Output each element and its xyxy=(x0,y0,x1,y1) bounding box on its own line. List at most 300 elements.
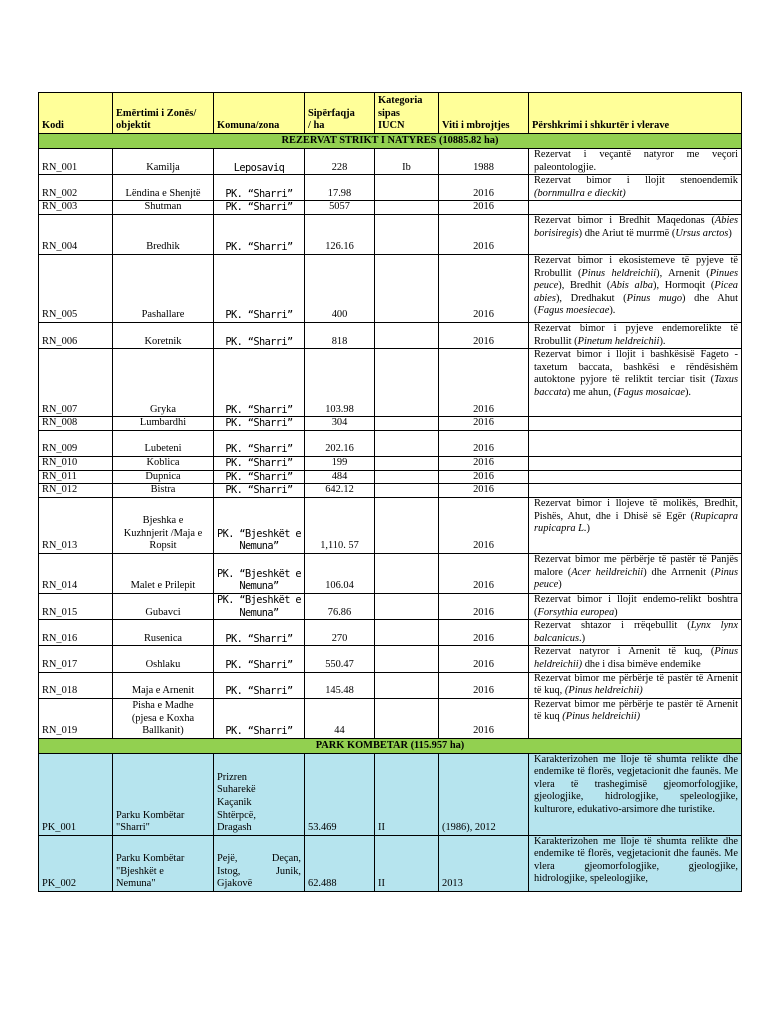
table-row xyxy=(39,484,742,498)
cell-emertimi xyxy=(113,430,214,456)
cell-line: PK. “Sharri” xyxy=(225,187,293,200)
desc-text: ). xyxy=(684,386,691,398)
cell-text: 2016 xyxy=(473,685,494,697)
cell-line: PK. “Bjeshkët e xyxy=(217,593,301,606)
desc-text: ), Dredhakut ( xyxy=(555,292,627,304)
cell-text: RN_004 xyxy=(42,241,78,253)
cell-siperfaqja xyxy=(305,672,375,698)
cell-text: 103.98 xyxy=(325,403,354,415)
section-title: PARK KOMBETAR (115.957 ha) xyxy=(39,738,742,753)
cell-kategoria xyxy=(375,484,439,498)
cell-text: 2016 xyxy=(473,443,494,455)
cell-pershkrimi xyxy=(529,753,742,835)
cell-line: Shtërpcë, xyxy=(217,809,256,821)
cell-text: 818 xyxy=(331,335,348,347)
cell-siperfaqja xyxy=(305,835,375,891)
species-name: Forsythia europea xyxy=(537,606,615,618)
cell-siperfaqja xyxy=(305,322,375,348)
header-kategoria: Kategoria sipas IUCN xyxy=(375,93,439,134)
cell-text: 2013 xyxy=(442,878,463,890)
cell-line: Bistra xyxy=(150,484,176,496)
cell-pershkrimi xyxy=(529,672,742,698)
species-name: (Pinus heldreichii) xyxy=(564,685,643,697)
species-name: Fagus mosaicae xyxy=(617,386,685,398)
cell-text: RN_001 xyxy=(42,161,78,173)
cell-siperfaqja xyxy=(305,593,375,619)
cell-line: Rusenica xyxy=(143,632,183,644)
cell-line: Kuzhnjerit /Maja e xyxy=(123,527,203,539)
cell-text: 2016 xyxy=(473,403,494,415)
cell-text: 2016 xyxy=(473,658,494,670)
cell-text: RN_007 xyxy=(42,403,78,415)
cell-viti xyxy=(439,322,529,348)
cell-line: Shutman xyxy=(144,201,182,213)
section-header-rezervat xyxy=(39,134,742,149)
cell-line: PK. “Sharri” xyxy=(225,658,293,671)
cell-pershkrimi xyxy=(529,175,742,201)
cell-kodi xyxy=(39,456,113,470)
cell-siperfaqja xyxy=(305,470,375,484)
cell-line: PK. “Sharri” xyxy=(225,443,293,456)
cell-text: Ib xyxy=(402,161,411,173)
desc-text: Rezervat bimor i llojeve të molikës, Bredhit, Pishës, Ahut, dhe i Dhisë së Egër ( xyxy=(534,497,738,522)
cell-pershkrimi xyxy=(529,484,742,498)
cell-komuna xyxy=(214,417,305,431)
cell-pershkrimi xyxy=(529,497,742,553)
cell-komuna xyxy=(214,646,305,672)
cell-line: Lumbardhi xyxy=(139,417,187,429)
cell-text: 2016 xyxy=(473,417,494,429)
species-name: Rupicapra rupicapra L. xyxy=(534,510,738,535)
desc-text: Rezervat bimor i ekosistemeve të pyjeve të Rrobullit ( xyxy=(534,254,738,279)
cell-text: RN_010 xyxy=(42,457,78,469)
cell-line: Nemuna” xyxy=(239,606,279,619)
cell-viti xyxy=(439,553,529,593)
cell-komuna xyxy=(214,201,305,215)
cell-text: 484 xyxy=(331,470,348,482)
species-name: Ursus arctos xyxy=(675,227,729,239)
cell-kodi xyxy=(39,698,113,738)
cell-kodi xyxy=(39,254,113,322)
cell-line: Prizren xyxy=(217,771,248,783)
cell-line: PK. “Sharri” xyxy=(225,309,293,322)
cell-pershkrimi xyxy=(529,698,742,738)
cell-emertimi xyxy=(113,149,214,175)
cell-line: Oshlaku xyxy=(145,658,181,670)
desc-text: ) dhe Ariut të murrmë ( xyxy=(578,227,676,239)
cell-pershkrimi xyxy=(529,149,742,175)
cell-text: 2016 xyxy=(473,201,494,213)
cell-siperfaqja xyxy=(305,201,375,215)
cell-kategoria xyxy=(375,497,439,553)
cell-text: 642.12 xyxy=(325,484,354,496)
header-komuna: Komuna/zona xyxy=(214,93,305,134)
cell-komuna xyxy=(214,835,305,891)
cell-pershkrimi xyxy=(529,254,742,322)
species-name: Taxus baccata xyxy=(534,374,738,398)
cell-text: 199 xyxy=(331,457,348,469)
cell-text: RN_015 xyxy=(42,606,78,618)
desc-text: Rezervat bimor i pyjeve endemorelikte të Rrobullit ( xyxy=(534,322,738,347)
cell-viti xyxy=(439,349,529,417)
desc-text: Rezervat bimor i llojit i bashkësisë Fageto -taxetum baccata, bashkësi e rëndësishëm autoktone pyjore të reliktit terciar tisit ( xyxy=(534,349,738,386)
cell-line: Lëndina e Shenjtë xyxy=(125,187,201,199)
desc-text: ) xyxy=(586,523,591,535)
cell-kategoria xyxy=(375,430,439,456)
cell-line: Ropsit xyxy=(149,540,177,552)
table-row xyxy=(39,620,742,646)
cell-text: (1986), 2012 xyxy=(442,822,496,834)
cell-line: Ballkanit) xyxy=(142,725,184,737)
cell-siperfaqja xyxy=(305,175,375,201)
cell-kodi xyxy=(39,593,113,619)
header-pershkrimi: Përshkrimi i shkurtër i vlerave xyxy=(529,93,742,134)
cell-text: 2016 xyxy=(473,484,494,496)
desc-text: ) dhe Ahut ( xyxy=(534,292,738,317)
cell-text: II xyxy=(378,822,385,834)
cell-text: RN_018 xyxy=(42,685,78,697)
cell-line: PK. “Sharri” xyxy=(225,632,293,645)
cell-kategoria xyxy=(375,322,439,348)
desc-text: ), Arnenit ( xyxy=(656,267,710,279)
cell-kodi xyxy=(39,322,113,348)
cell-line: Malet e Prilepit xyxy=(130,580,196,592)
cell-pershkrimi xyxy=(529,553,742,593)
cell-kategoria xyxy=(375,470,439,484)
cell-viti xyxy=(439,835,529,891)
species-name: Acer heildreichii xyxy=(571,566,644,578)
cell-text: RN_003 xyxy=(42,201,78,213)
cell-text: 270 xyxy=(331,632,348,644)
cell-kategoria xyxy=(375,149,439,175)
cell-siperfaqja xyxy=(305,553,375,593)
cell-emertimi xyxy=(113,753,214,835)
cell-kategoria xyxy=(375,254,439,322)
desc-text: Rezervat bimor me përbërje te pastër të Arnenit të kuq xyxy=(534,698,738,723)
cell-siperfaqja xyxy=(305,254,375,322)
cell-text: RN_005 xyxy=(42,309,78,321)
cell-pershkrimi xyxy=(529,835,742,891)
cell-line: Kamilja xyxy=(146,161,180,173)
cell-line: Pejë, Deçan, xyxy=(217,852,301,864)
cell-viti xyxy=(439,646,529,672)
desc-text: ), Bredhit ( xyxy=(558,280,611,292)
cell-emertimi xyxy=(113,349,214,417)
cell-text: 1988 xyxy=(473,161,494,173)
cell-line: PK. “Sharri” xyxy=(225,470,293,483)
cell-line: PK. “Sharri” xyxy=(225,335,293,348)
cell-pershkrimi xyxy=(529,456,742,470)
protected-areas-table xyxy=(38,92,742,892)
cell-kodi xyxy=(39,620,113,646)
cell-kodi xyxy=(39,214,113,254)
cell-viti xyxy=(439,456,529,470)
cell-text: 2016 xyxy=(473,187,494,199)
table-row xyxy=(39,430,742,456)
cell-line: Pisha e Madhe xyxy=(132,699,194,711)
section-title: REZERVAT STRIKT I NATYRES (10885.82 ha) xyxy=(39,134,742,149)
cell-text: RN_002 xyxy=(42,187,78,199)
cell-kodi xyxy=(39,497,113,553)
desc-text: ) xyxy=(614,606,618,618)
cell-pershkrimi xyxy=(529,322,742,348)
cell-komuna xyxy=(214,620,305,646)
cell-text: 2016 xyxy=(473,725,494,737)
cell-komuna xyxy=(214,470,305,484)
desc-text: ) dhe Arrnenit ( xyxy=(643,566,715,578)
cell-kodi xyxy=(39,149,113,175)
cell-viti xyxy=(439,175,529,201)
section-header-park xyxy=(39,738,742,753)
cell-emertimi xyxy=(113,417,214,431)
cell-text: 2016 xyxy=(473,309,494,321)
cell-emertimi xyxy=(113,646,214,672)
table-row xyxy=(39,149,742,175)
cell-pershkrimi xyxy=(529,646,742,672)
desc-text: ). xyxy=(609,305,616,317)
cell-viti xyxy=(439,430,529,456)
cell-viti xyxy=(439,470,529,484)
cell-kategoria xyxy=(375,201,439,215)
table-row xyxy=(39,698,742,738)
cell-text: Karakterizohen me lloje të shumta relikte dhe endemike të florës, vegjetacionit dhe faunës. Me vlera të trashegimisë gjeomorfologjike, gjeologjike, hidrologjike, speleologjike, kulturore, edukativo-arsimore dhe turistike. xyxy=(534,753,738,816)
table-row xyxy=(39,349,742,417)
table-row-park xyxy=(39,835,742,891)
cell-siperfaqja xyxy=(305,349,375,417)
cell-komuna xyxy=(214,553,305,593)
table-row xyxy=(39,456,742,470)
desc-text: dhe i disa bimëve endemike xyxy=(582,658,701,670)
header-kodi: Kodi xyxy=(39,93,113,134)
cell-kategoria xyxy=(375,349,439,417)
cell-emertimi xyxy=(113,214,214,254)
cell-viti xyxy=(439,593,529,619)
cell-text: RN_006 xyxy=(42,335,78,347)
cell-emertimi xyxy=(113,497,214,553)
cell-viti xyxy=(439,214,529,254)
cell-text: II xyxy=(378,878,385,890)
cell-pershkrimi xyxy=(529,620,742,646)
table-row xyxy=(39,254,742,322)
cell-line: Dragash xyxy=(217,822,252,834)
cell-emertimi xyxy=(113,698,214,738)
cell-line: Suharekë xyxy=(217,784,256,796)
cell-line: PK. “Bjeshkët e xyxy=(217,567,301,580)
table-row-park xyxy=(39,753,742,835)
cell-siperfaqja xyxy=(305,753,375,835)
cell-kodi xyxy=(39,417,113,431)
cell-kategoria xyxy=(375,175,439,201)
cell-line: Lubeteni xyxy=(144,443,182,455)
cell-kategoria xyxy=(375,753,439,835)
cell-line: PK. “Sharri” xyxy=(225,725,293,738)
cell-text: Karakterizohen me lloje të shumta relikte dhe endemike të florës, vegjetacionit dhe faunës. Me vlera gjeomorfologjike, gjeologjike, hidrologjike, speleologjike, xyxy=(534,835,738,885)
cell-emertimi xyxy=(113,175,214,201)
cell-kategoria xyxy=(375,553,439,593)
cell-kategoria xyxy=(375,417,439,431)
species-name: Pinetum heldreichii xyxy=(577,335,660,347)
cell-siperfaqja xyxy=(305,149,375,175)
cell-text: RN_014 xyxy=(42,580,78,592)
table-row xyxy=(39,322,742,348)
cell-komuna xyxy=(214,672,305,698)
desc-text: ) xyxy=(558,579,562,591)
cell-line: PK. “Sharri” xyxy=(225,403,293,416)
desc-text: ) me ahun, ( xyxy=(566,386,618,398)
cell-siperfaqja xyxy=(305,456,375,470)
cell-text: RN_009 xyxy=(42,443,78,455)
species-name: Picea abies xyxy=(534,280,738,304)
cell-viti xyxy=(439,753,529,835)
cell-text: 304 xyxy=(331,417,348,429)
cell-viti xyxy=(439,201,529,215)
cell-line: Nemuna" xyxy=(116,878,156,890)
cell-kategoria xyxy=(375,646,439,672)
species-name: Abies borisiregis xyxy=(534,214,738,239)
cell-emertimi xyxy=(113,484,214,498)
cell-kategoria xyxy=(375,456,439,470)
cell-siperfaqja xyxy=(305,430,375,456)
cell-emertimi xyxy=(113,553,214,593)
cell-viti xyxy=(439,484,529,498)
cell-text: 550.47 xyxy=(325,658,354,670)
cell-line: Parku Kombëtar xyxy=(116,852,185,864)
cell-komuna xyxy=(214,698,305,738)
cell-text: 76.86 xyxy=(327,606,352,618)
cell-pershkrimi xyxy=(529,470,742,484)
desc-text: Rezervat bimor me përbërje të pastër të Arnenit të kuq, xyxy=(534,672,738,697)
cell-kategoria xyxy=(375,593,439,619)
cell-komuna xyxy=(214,322,305,348)
cell-kategoria xyxy=(375,698,439,738)
desc-text: Rezervat shtazor i rrëqebullit ( xyxy=(534,620,691,632)
desc-text: Rezervat bimor i llojit endemo-relikt boshtra ( xyxy=(534,593,738,618)
cell-siperfaqja xyxy=(305,698,375,738)
cell-text: 62.488 xyxy=(308,878,337,890)
cell-text: 400 xyxy=(331,309,348,321)
cell-emertimi xyxy=(113,322,214,348)
cell-emertimi xyxy=(113,254,214,322)
cell-emertimi xyxy=(113,470,214,484)
cell-line: Bredhik xyxy=(146,241,180,253)
cell-pershkrimi xyxy=(529,430,742,456)
cell-viti xyxy=(439,254,529,322)
table-row xyxy=(39,497,742,553)
cell-line: (pjesa e Koxha xyxy=(131,712,195,724)
cell-text: RN_011 xyxy=(42,470,77,482)
cell-line: PK. “Sharri” xyxy=(225,457,293,470)
table-header-row xyxy=(39,93,742,134)
cell-siperfaqja xyxy=(305,484,375,498)
species-name: (bornmullra e dieckit) xyxy=(534,187,626,199)
cell-kategoria xyxy=(375,620,439,646)
species-name: Pinus heldreichii xyxy=(581,267,657,279)
cell-pershkrimi xyxy=(529,349,742,417)
cell-siperfaqja xyxy=(305,214,375,254)
cell-text: RN_017 xyxy=(42,658,78,670)
desc-text: Rezervat bimor i llojit stenoendemik xyxy=(534,175,738,187)
cell-line: Istog, Junik, xyxy=(217,865,301,877)
table-row xyxy=(39,175,742,201)
cell-kategoria xyxy=(375,672,439,698)
species-name: Lynx lynx balcanicus xyxy=(534,620,738,644)
cell-text: 17.98 xyxy=(327,187,352,199)
cell-text: 44 xyxy=(334,725,345,737)
cell-siperfaqja xyxy=(305,497,375,553)
cell-kodi xyxy=(39,646,113,672)
species-name: Fagus moesiecae xyxy=(537,305,610,317)
desc-text: Rezervat bimor me përbërje të pastër të Panjës malore ( xyxy=(534,553,738,578)
cell-line: "Bjeshkët e xyxy=(116,865,164,877)
cell-siperfaqja xyxy=(305,417,375,431)
cell-komuna xyxy=(214,349,305,417)
cell-text: RN_013 xyxy=(42,540,78,552)
cell-kodi xyxy=(39,672,113,698)
cell-komuna xyxy=(214,175,305,201)
cell-viti xyxy=(439,698,529,738)
cell-pershkrimi xyxy=(529,417,742,431)
cell-text: 2016 xyxy=(473,580,494,592)
cell-kategoria xyxy=(375,214,439,254)
cell-komuna xyxy=(214,456,305,470)
cell-emertimi xyxy=(113,201,214,215)
cell-line: Nemuna” xyxy=(239,540,279,553)
cell-text: 2016 xyxy=(473,632,494,644)
table-row xyxy=(39,646,742,672)
desc-text: .) xyxy=(579,632,586,644)
cell-line: Gjakovë xyxy=(217,878,253,890)
cell-kodi xyxy=(39,349,113,417)
cell-text: RN_012 xyxy=(42,484,78,496)
table-row xyxy=(39,417,742,431)
cell-line: Gubavci xyxy=(145,606,181,618)
cell-komuna xyxy=(214,254,305,322)
cell-viti xyxy=(439,497,529,553)
cell-text: 228 xyxy=(331,161,348,173)
cell-kodi xyxy=(39,470,113,484)
desc-text: Rezervat bimor i Bredhit Maqedonas ( xyxy=(534,214,715,226)
cell-text: 2016 xyxy=(473,540,494,552)
cell-emertimi xyxy=(113,593,214,619)
cell-komuna xyxy=(214,593,305,619)
cell-text: 53.469 xyxy=(308,822,337,834)
cell-line: Dupnica xyxy=(145,470,181,482)
cell-kodi xyxy=(39,430,113,456)
table-row xyxy=(39,672,742,698)
header-emertimi: Emërtimi i Zonës/ objektit xyxy=(113,93,214,134)
cell-text: 145.48 xyxy=(325,685,354,697)
cell-line: Bjeshka e xyxy=(142,515,184,527)
cell-line: Parku Kombëtar xyxy=(116,809,185,821)
cell-text: 126.16 xyxy=(325,241,354,253)
cell-line: PK. “Sharri” xyxy=(225,201,293,214)
cell-viti xyxy=(439,149,529,175)
cell-pershkrimi xyxy=(529,593,742,619)
cell-line: Maja e Arnenit xyxy=(131,685,195,697)
cell-text: PK_002 xyxy=(42,878,77,890)
cell-line: PK. “Sharri” xyxy=(225,241,293,254)
table-row xyxy=(39,214,742,254)
cell-kategoria xyxy=(375,835,439,891)
cell-text: RN_008 xyxy=(42,417,78,429)
species-name: Abis alba xyxy=(610,280,653,292)
cell-line: PK. “Sharri” xyxy=(225,484,293,497)
desc-text: ), Hormoqit ( xyxy=(653,280,715,292)
cell-kodi xyxy=(39,484,113,498)
cell-line: Kaçanik xyxy=(217,796,252,808)
cell-siperfaqja xyxy=(305,646,375,672)
cell-line: Pashallare xyxy=(141,309,185,321)
